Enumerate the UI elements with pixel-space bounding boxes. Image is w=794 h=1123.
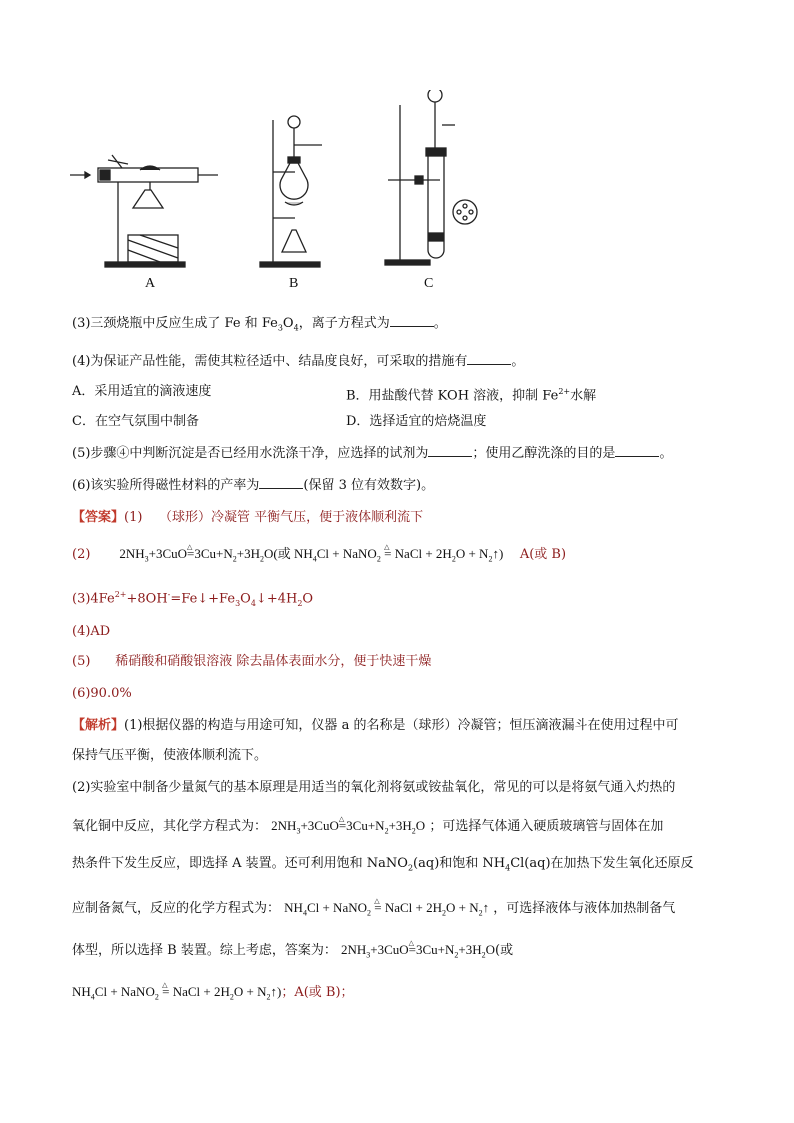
- option-d: D．选择适宜的焙烧温度: [346, 414, 487, 429]
- question-4: (4)为保证产品性能，需使其粒径适中、结晶度良好，可采取的措施有 。: [72, 354, 525, 369]
- analysis-p1-line1: 【解析】(1)根据仪器的构造与用途可知，仪器 a 的名称是（球形）冷凝管；恒压滴液漏斗在使用过程中可: [72, 718, 679, 733]
- answer-blank: [428, 444, 472, 457]
- answer-2: (2) $2NH_3+3CuO\triangle =3Cu+N_2+3H_2O$(或 $NH_4Cl$ + NaNO$_2$ △ = NaCl + $2H_2O$ + $N_2↑$) A(或 B): [72, 544, 566, 570]
- answer-tag: 【答案】: [72, 510, 125, 525]
- question-6: (6)该实验所得磁性材料的产率为 (保留 3 位有效数字)。: [72, 478, 435, 493]
- question-4-options-row-1: [72, 382, 211, 402]
- answer-blank: [467, 352, 511, 365]
- answer-1: 【答案】(1) （球形）冷凝管 平衡气压，便于液体顺利流下: [72, 510, 424, 525]
- answer-blank: [390, 314, 434, 327]
- question-5: (5)步骤④中判断沉淀是否已经用水洗涤干净，应选择的试剂为 ；使用乙醇洗涤的目的是 。: [72, 446, 673, 461]
- answer-blank: [259, 476, 303, 489]
- option-c: C．在空气氛围中制备: [72, 414, 199, 429]
- analysis-p2-line1: (2)实验室中制备少量氮气的基本原理是用适当的氧化剂将氨或铵盐氧化，常见的可以是将氨气通入灼热的: [72, 780, 676, 795]
- answer-4: (4)AD: [72, 624, 111, 639]
- analysis-p2-line6: $NH_4Cl$ + NaNO$_2$ △ = NaCl + $2H_2O$ + $N_2↑$)；A(或 B)；: [72, 982, 354, 1008]
- analysis-p2-line4: 应制备氮气，反应的化学方程式为： $NH_4Cl$ + NaNO$_2$ △ = NaCl + $2H_2O$ + $N_2↑$ ，可选择液体与液体加热制备气: [72, 898, 675, 924]
- analysis-p1-line2: 保持气压平衡，使液体顺利流下。: [72, 748, 268, 763]
- analysis-tag: 【解析】: [72, 718, 125, 733]
- analysis-p2-line3: 热条件下发生反应，即选择 A 装置。还可利用饱和 NaNO$_2$(aq)和饱和 $NH_4Cl(aq)$在加热下发生氧化还原反: [72, 856, 694, 873]
- option-a: A．采用适宜的滴液速度: [72, 384, 212, 399]
- answer-5: (5) 稀硝酸和硝酸银溶液 除去晶体表面水分，便于快速干燥: [72, 654, 432, 669]
- analysis-p2-line5: 体型，所以选择 B 装置。综上考虑，答案为： $2NH_3+3CuO\triangle =3Cu+N_2+3H_2O$(或: [72, 940, 513, 966]
- figure-label-b: B: [289, 276, 299, 291]
- analysis-p2-line2: 氧化铜中反应，其化学方程式为： $2NH_3+3CuO\triangle =3Cu+N_2+3H_2O$ ；可选择气体通入硬质玻璃管与固体在加: [72, 816, 663, 842]
- answer-blank: [615, 444, 659, 457]
- equation-nh3-cuo: $2NH_3+3CuO\triangle =3Cu+N_2+3H_2O$(或 $NH_4Cl$ + NaNO$_2$ △ = NaCl + $2H_2O$ + $N_2↑$): [119, 546, 503, 561]
- figure-label-c: C: [424, 276, 434, 291]
- apparatus-figure: [60, 90, 540, 295]
- option-b: B．用盐酸代替 KOH 溶液，抑制 $Fe^{2+}$水解: [346, 387, 597, 404]
- answer-3: $(3)4Fe^{2+}+8OH^-=Fe↓+Fe_3O_4↓+4H_2O$: [72, 590, 314, 608]
- figure-label-a: A: [145, 276, 156, 291]
- question-3: (3)三颈烧瓶中反应生成了 Fe 和 $Fe_3O_4$，离子方程式为 。: [72, 316, 447, 333]
- answer-6: (6)90.0%: [72, 686, 132, 701]
- apparatus-drawing: [60, 90, 540, 295]
